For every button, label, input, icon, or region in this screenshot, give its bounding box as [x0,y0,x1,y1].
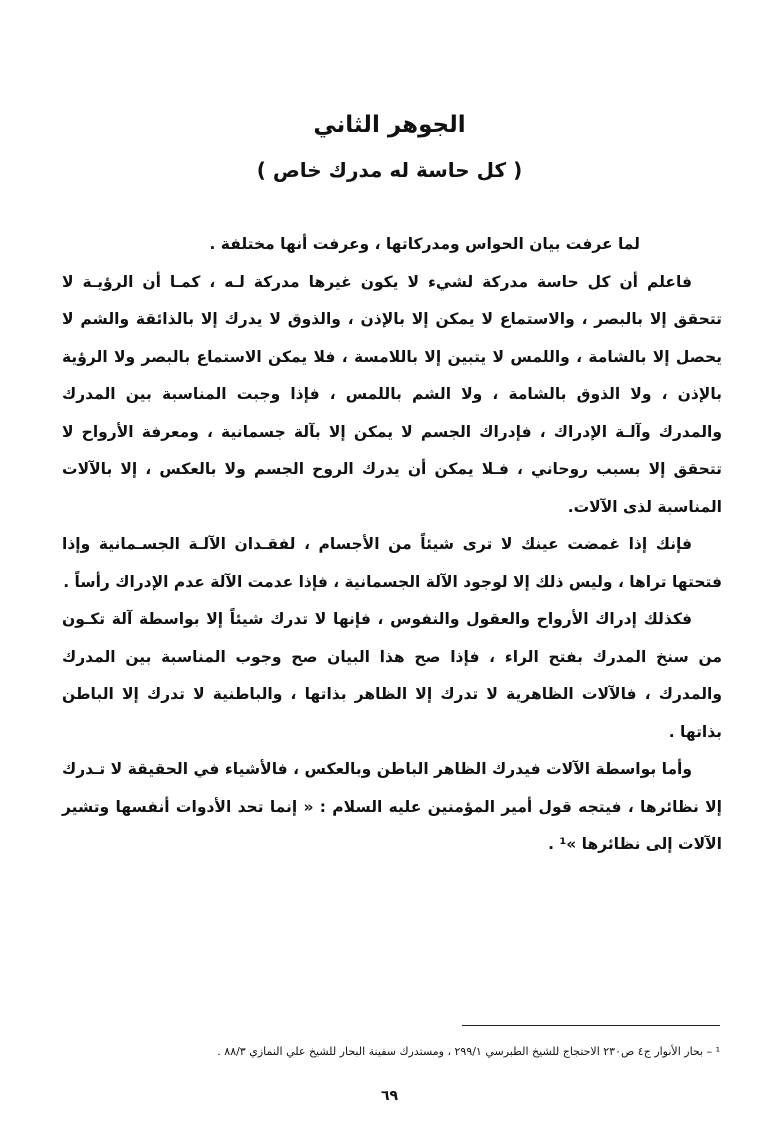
paragraph-3: فإنك إذا غمضت عينك لا ترى شيئاً من الأجسام ، لفقـدان الآلـة الجسـمانية وإذا فتحتها تراها ، وليس ذلك إلا لوجود الآلة الجسمانية ، فإذا عدمت الآلة عدم الإدراك رأساً . [62,535,722,591]
paragraph-1: لما عرفت بيان الحواس ومدركاتها ، وعرفت أنها مختلفة . [209,235,640,253]
paragraph-5: وأما بواسطة الآلات فيدرك الظاهر الباطن وبالعكس ، فالأشياء في الحقيقة لا تـدرك إلا نظائرها ، فيتجه قول أمير المؤمنين عليه السلام : « إنما تحد الأدوات أنفسها وتشير الآلات إلى نظائرها »¹ . [62,760,722,853]
body-text [62,226,722,864]
page-number: ٦٩ [380,1088,399,1104]
chapter-title: الجوهر الثاني [313,112,466,138]
footnote-divider [462,1025,720,1026]
paragraph-2: فاعلم أن كل حاسة مدركة لشيء لا يكون غيرها مدركة لـه ، كمـا أن الرؤيـة لا تتحقق إلا بالبصر ، والاستماع لا يمكن إلا بالإذن ، والذوق لا يدرك إلا بالذائقة والشم لا يحصل إلا بالشامة ، واللمس لا يتبين إلا باللامسة ، فلا يمكن الاستماع بالبصر ولا الرؤية بالإذن ، ولا الذوق بالشامة ، ولا الشم باللمس ، فإذا وجبت المناسبة بين المدرك والمدرك وآلـة الإدراك ، فإدراك الجسم لا يمكن إلا بآلة جسمانية ، ومعرفة الأرواح لا تتحقق إلا بسبب روحاني ، فـلا يمكن أن يدرك الروح الجسم ولا بالعكس ، إلا بالآلات المناسبة لذى الآلات. [62,272,722,516]
footnote: ¹ – بحار الأنوار ج٤ ص٢٣٠ الاحتجاج للشيخ الطبرسي ٢٩٩/١ ، ومستدرك سفينة البحار للشيخ علي النمازي ٨٨/٣ . [217,1045,720,1058]
paragraph-4: فكذلك إدراك الأرواح والعقول والنفوس ، فإنها لا تدرك شيئاً إلا بواسطة آلة تكـون من سنخ المدرك بفتح الراء ، فإذا صح هذا البيان صح وجوب المناسبة بين المدرك والمدرك ، فالآلات الظاهرية لا تدرك إلا الظاهر بذاتها ، والباطنية لا تدرك إلا الباطن بذاتها . [62,610,722,741]
chapter-subtitle: ( كل حاسة له مدرك خاص ) [256,158,523,182]
